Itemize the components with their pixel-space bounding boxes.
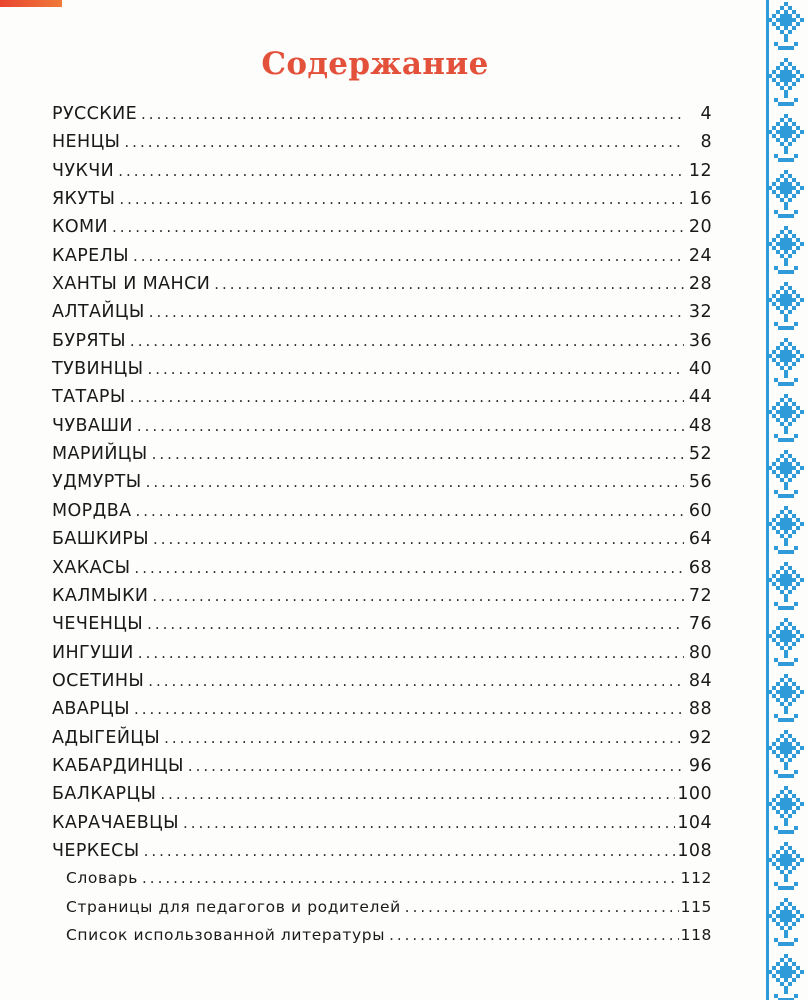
- toc-entry-page: 32: [688, 302, 712, 323]
- toc-entry[interactable]: [52, 472, 712, 500]
- toc-entry[interactable]: [52, 331, 712, 359]
- toc-entry[interactable]: [52, 132, 712, 160]
- dot-leader: [160, 785, 675, 803]
- dot-leader: [146, 473, 684, 491]
- toc-entry-page: 52: [688, 444, 712, 465]
- toc-entry-title: ЯКУТЫ: [52, 189, 116, 210]
- toc-entry-page: 108: [677, 840, 712, 861]
- toc-entry-title: БАЛКАРЦЫ: [52, 784, 157, 805]
- toc-entry-title: КОМИ: [52, 217, 108, 238]
- dot-leader: [147, 615, 684, 633]
- toc-entry[interactable]: [52, 161, 712, 189]
- toc-entry-title: БУРЯТЫ: [52, 330, 126, 351]
- dot-leader: [389, 926, 679, 944]
- dot-leader: [144, 842, 676, 860]
- toc-entry[interactable]: [52, 586, 712, 614]
- dot-leader: [119, 190, 684, 208]
- toc-entry-page: 104: [677, 812, 712, 833]
- dot-leader: [152, 445, 684, 463]
- toc-entry[interactable]: [52, 869, 712, 897]
- toc-entry-title: УДМУРТЫ: [52, 472, 142, 493]
- toc-entry[interactable]: [52, 841, 712, 869]
- toc-entry-page: 100: [677, 784, 712, 805]
- toc-entry-page: 96: [688, 755, 712, 776]
- toc-entry-title: Словарь: [66, 869, 139, 888]
- dot-leader: [147, 360, 684, 378]
- dot-leader: [137, 417, 684, 435]
- dot-leader: [141, 105, 684, 123]
- corner-decoration: [0, 0, 62, 7]
- dot-leader: [149, 303, 684, 321]
- dot-leader: [188, 757, 684, 775]
- toc-entry-title: КАРЕЛЫ: [52, 245, 130, 266]
- toc-entry-title: ЧУКЧИ: [52, 160, 115, 181]
- toc-entry-page: 24: [688, 245, 712, 266]
- toc-entry[interactable]: [52, 387, 712, 415]
- toc-entry-title: Список использованной литературы: [66, 925, 386, 944]
- toc-entry[interactable]: [52, 444, 712, 472]
- toc-entry[interactable]: [52, 926, 712, 954]
- dot-leader: [164, 729, 684, 747]
- toc-entry-page: 20: [688, 217, 712, 238]
- dot-leader: [134, 700, 684, 718]
- toc-entry-page: 84: [688, 670, 712, 691]
- toc-entry-title: КАБАРДИНЦЫ: [52, 755, 184, 776]
- toc-entry-title: ЧУВАШИ: [52, 415, 133, 436]
- dot-leader: [135, 502, 684, 520]
- dot-leader: [124, 133, 684, 151]
- dot-leader: [134, 559, 684, 577]
- toc-entry-page: 64: [688, 529, 712, 550]
- toc-entry-title: КАРАЧАЕВЦЫ: [52, 812, 179, 833]
- toc-entry[interactable]: [52, 302, 712, 330]
- toc-entry[interactable]: [52, 501, 712, 529]
- toc-entry[interactable]: [52, 756, 712, 784]
- toc-entry-page: 8: [700, 132, 712, 153]
- dot-leader: [138, 644, 684, 662]
- toc-entry-page: 68: [688, 557, 712, 578]
- toc-entry-page: 36: [688, 330, 712, 351]
- toc-entry-title: ИНГУШИ: [52, 642, 134, 663]
- toc-entry-page: 44: [688, 387, 712, 408]
- toc-entry-title: ЧЕРКЕСЫ: [52, 840, 140, 861]
- toc-entry-page: 40: [688, 359, 712, 380]
- toc-entry-title: АДЫГЕЙЦЫ: [52, 727, 161, 748]
- page-title: Содержание: [261, 46, 489, 82]
- toc-entry-page: 112: [680, 869, 712, 888]
- toc-entry[interactable]: [52, 813, 712, 841]
- toc-entry-page: 28: [688, 274, 712, 295]
- dot-leader: [405, 898, 679, 916]
- toc-entry-title: ТУВИНЦЫ: [52, 359, 144, 380]
- toc-entry-title: АВАРЦЫ: [52, 699, 130, 720]
- toc-entry-title: ТАТАРЫ: [52, 387, 126, 408]
- toc-entry-title: РУССКИЕ: [52, 104, 138, 124]
- toc-entry-page: 12: [688, 160, 712, 181]
- toc-entry-page: 118: [680, 925, 712, 944]
- toc-entry-title: АЛТАЙЦЫ: [52, 302, 145, 323]
- toc-entry[interactable]: [52, 529, 712, 557]
- toc-entry-page: 80: [688, 642, 712, 663]
- toc-entry-title: ХАНТЫ И МАНСИ: [52, 274, 211, 295]
- ornament-border: [764, 0, 808, 1000]
- toc-entry-page: 115: [680, 897, 712, 916]
- toc-entry-title: Страницы для педагогов и родителей: [66, 897, 401, 916]
- dot-leader: [148, 672, 684, 690]
- toc-entry[interactable]: [52, 784, 712, 812]
- toc-entry[interactable]: [52, 643, 712, 671]
- toc-entry[interactable]: [52, 728, 712, 756]
- dot-leader: [153, 530, 684, 548]
- toc-entry-page: 76: [688, 614, 712, 635]
- dot-leader: [118, 162, 684, 180]
- dot-leader: [130, 332, 684, 350]
- toc-entry[interactable]: [52, 699, 712, 727]
- toc-entry-page: 92: [688, 727, 712, 748]
- toc-entry[interactable]: [52, 359, 712, 387]
- toc-entry-page: 60: [688, 500, 712, 521]
- dot-leader: [112, 218, 684, 236]
- dot-leader: [142, 869, 679, 887]
- toc-entry[interactable]: [52, 671, 712, 699]
- dot-leader: [133, 247, 684, 265]
- toc-entry-page: 16: [688, 189, 712, 210]
- toc-entry-title: ХАКАСЫ: [52, 557, 131, 578]
- toc-entry-page: 56: [688, 472, 712, 493]
- toc-entry-title: ЧЕЧЕНЦЫ: [52, 614, 144, 635]
- toc-entry-page: 88: [688, 699, 712, 720]
- toc-entry[interactable]: [52, 898, 712, 926]
- toc-entry-title: МАРИЙЦЫ: [52, 444, 148, 465]
- toc-entry[interactable]: [52, 246, 712, 274]
- dot-leader: [130, 388, 684, 406]
- toc-entry-title: НЕНЦЫ: [52, 132, 121, 153]
- toc-entry[interactable]: [52, 416, 712, 444]
- toc-entry-title: КАЛМЫКИ: [52, 585, 149, 606]
- table-of-contents: [52, 104, 712, 954]
- toc-entry-page: 48: [688, 415, 712, 436]
- dot-leader: [214, 275, 684, 293]
- toc-entry-page: 4: [700, 104, 712, 124]
- toc-entry[interactable]: [52, 217, 712, 245]
- toc-entry-title: МОРДВА: [52, 500, 132, 521]
- toc-entry-page: 72: [688, 585, 712, 606]
- dot-leader: [152, 587, 684, 605]
- toc-entry[interactable]: [52, 274, 712, 302]
- toc-entry-title: БАШКИРЫ: [52, 529, 149, 550]
- toc-entry-title: ОСЕТИНЫ: [52, 670, 145, 691]
- toc-entry[interactable]: [52, 558, 712, 586]
- toc-entry[interactable]: [52, 614, 712, 642]
- toc-entry[interactable]: [52, 104, 712, 132]
- toc-entry[interactable]: [52, 189, 712, 217]
- dot-leader: [183, 814, 675, 832]
